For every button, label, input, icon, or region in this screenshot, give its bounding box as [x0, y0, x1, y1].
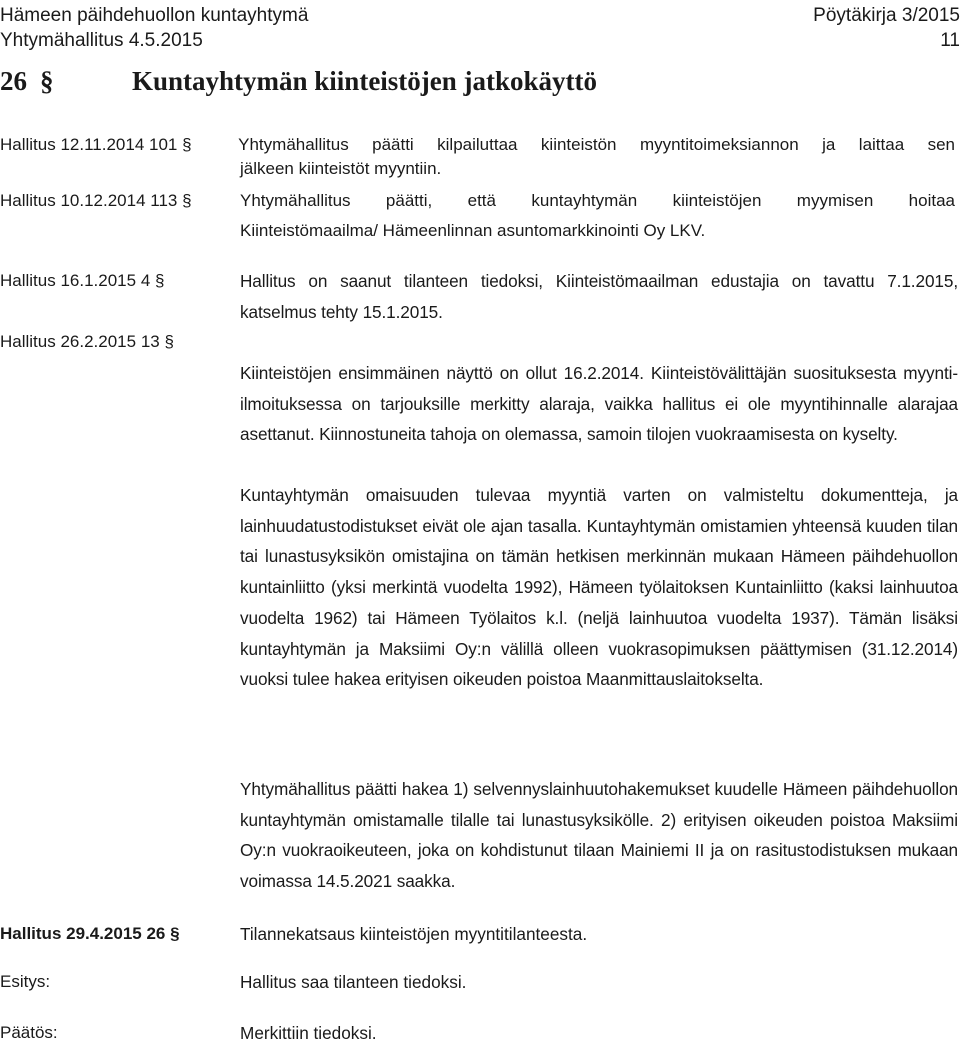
history-entry-1-cont: jälkeen kiinteistöt myyntiin. [240, 159, 442, 178]
paragraph-text: Yhtymähallitus päätti hakea 1) selvennyslainhuutohakemukset kuudelle Hämeen päihdehuollon kuntayhtymän omistamalle tilalle tai lunastusyksikölle. 2) erityisen oikeuden poistoa Maksiimi Oy:n vuokraoikeuteen, joka on kohdistunut tilaan Mainiemi II ja on rasitustodistuksen mukaan voimassa 14.5.2021 saakka. [240, 779, 958, 892]
history-text: Yhtymähallitus päätti kilpailuttaa kiinteistön myyntitoimeksiannon ja laittaa sen [238, 135, 955, 154]
history-reference: Hallitus 12.11.2014 101 § [0, 135, 192, 154]
paragraph-text: Kuntayhtymän omaisuuden tulevaa myyntiä varten on valmisteltu dokumentteja, ja lainhuudatustodistukset eivät ole ajan tasalla. Kuntayhtymän omistamien yhteensä kuuden tilan tai lunastusyksikön omistajina on tämän hetkisen merkinnän mukaan Hämeen päihdehuollon kuntainliitto (yksi merkintä vuodelta 1992), Hämeen työlaitoksen Kuntainliitto (kaksi lainhuutoa vuodelta 1962) tai Hämeen Työlaitos k.l. (neljä lainhuutoa vuodelta 1937). Tämän lisäksi kuntayhtymän ja Maksiimi Oy:n välillä olleen vuokrasopimuksen päättymisen (31.12.2014) vuoksi tulee hakea erityisen oikeuden poistoa Maanmittauslaitokselta. [240, 485, 958, 690]
decision-text: Merkittiin tiedoksi. [240, 1023, 377, 1043]
decision-label: Päätös: [0, 1023, 58, 1042]
history-entry-1 [0, 130, 955, 160]
meeting-reference-1: Hallitus 16.1.2015 4 § [0, 271, 165, 290]
section-number: 26 [0, 66, 27, 96]
proposal-label: Esitys: [0, 972, 51, 991]
history-entry-2 [0, 186, 955, 216]
current-meeting-text: Tilannekatsaus kiinteistöjen myyntitilanteesta. [240, 924, 588, 944]
proposal-text: Hallitus saa tilanteen tiedoksi. [240, 972, 467, 992]
history-text: Yhtymähallitus päätti, että kuntayhtymän kiinteistöjen myymisen hoitaa [240, 191, 955, 210]
page-number: 11 [940, 30, 960, 51]
section-symbol: § [40, 66, 54, 96]
history-entry-2-cont: Kiinteistömaailma/ Hämeenlinnan asuntomarkkinointi Oy LKV. [240, 221, 706, 240]
meeting-reference-2: Hallitus 26.2.2015 13 § [0, 332, 174, 351]
current-meeting-reference: Hallitus 29.4.2015 26 § [0, 924, 180, 943]
paragraph-showing [240, 358, 958, 450]
paragraph-status [240, 266, 958, 327]
paragraph-documents [240, 480, 958, 695]
organization-name: Hämeen päihdehuollon kuntayhtymä [0, 5, 309, 26]
section-title [0, 64, 597, 98]
history-reference: Hallitus 10.12.2014 113 § [0, 191, 192, 210]
paragraph-text: Hallitus on saanut tilanteen tiedoksi, Kiinteistömaailman edustajia on tavattu 7.1.2015, katselmus tehty 15.1.2015. [240, 271, 958, 322]
paragraph-decision-history [240, 774, 958, 897]
section-heading: Kuntayhtymän kiinteistöjen jatkokäyttö [132, 66, 598, 96]
paragraph-text: Kiinteistöjen ensimmäinen näyttö on ollut 16.2.2014. Kiinteistövälittäjän suosituksesta myynti-ilmoituksessa on tarjouksille merkitty alaraja, vaikka hallitus ei ole myyntihinnalle alarajaa asettanut. Kiinnostuneita tahoja on olemassa, samoin tilojen vuokraamisesta on kyselty. [240, 363, 958, 445]
document-id: Pöytäkirja 3/2015 [813, 5, 960, 26]
meeting-date: Yhtymähallitus 4.5.2015 [0, 30, 203, 51]
